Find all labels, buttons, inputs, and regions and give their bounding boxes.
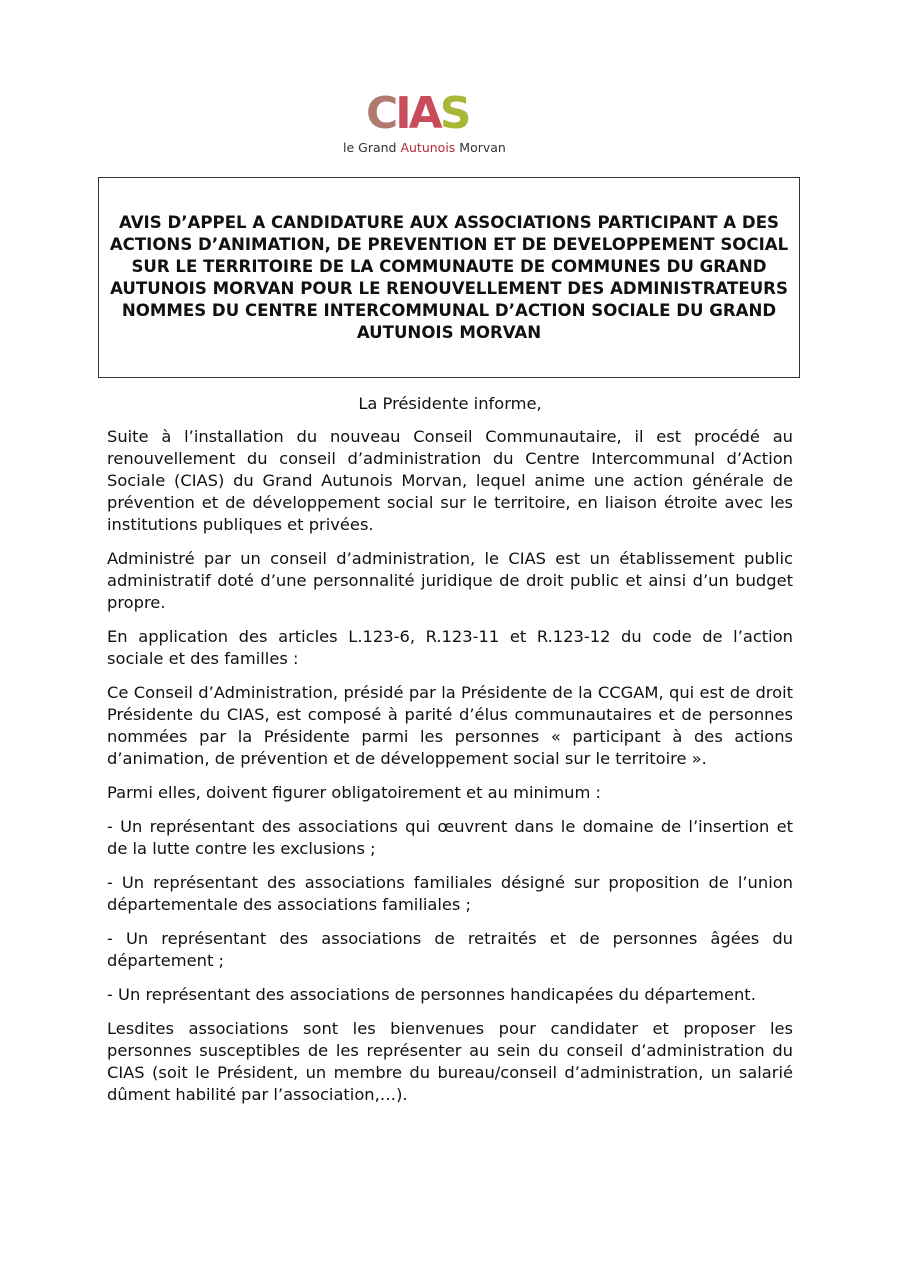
logo-subtitle-accent: Autunois [400, 140, 456, 155]
logo-letter-s: S [439, 88, 469, 139]
title-box [98, 177, 800, 378]
document-body [107, 426, 793, 1118]
paragraph-closing: Lesdites associations sont les bienvenues pour candidater et proposer les personnes susceptibles de les représenter au sein du conseil d’administration du CIAS (soit le Président, un membre du bureau/conseil d’administration, un salarié dûment habilité par l’association,…). [107, 1019, 793, 1104]
list-item-insertion: - Un représentant des associations qui œuvrent dans le domaine de l’insertion et de la lutte contre les exclusions ; [107, 817, 793, 858]
paragraph-3: En application des articles L.123-6, R.123-11 et R.123-12 du code de l’action sociale et des familles : [107, 627, 793, 668]
paragraph-5: Parmi elles, doivent figurer obligatoirement et au minimum : [107, 783, 602, 802]
document-title: AVIS D’APPEL A CANDIDATURE AUX ASSOCIATIONS PARTICIPANT A DES ACTIONS D’ANIMATION, DE PREVENTION ET DE DEVELOPPEMENT SOCIAL SUR LE TERRITOIRE DE LA COMMUNAUTE DE COMMUNES DU GRAND AUTUNOIS MORVAN POUR LE RENOUVELLEMENT DES ADMINISTRATEURS NOMMES DU CENTRE INTERCOMMUNAL D’ACTION SOCIALE DU GRAND AUTUNOIS MORVAN [109, 212, 789, 342]
logo-subtitle [343, 140, 506, 155]
logo-letter-c: C [366, 88, 396, 139]
list-item-retraites: - Un représentant des associations de retraités et de personnes âgées du département ; [107, 929, 793, 970]
intro-line: La Présidente informe, [358, 394, 542, 413]
logo-wordmark [366, 88, 469, 139]
paragraph-4: Ce Conseil d’Administration, présidé par la Présidente de la CCGAM, qui est de droit Présidente du CIAS, est composé à parité d’élus communautaires et de personnes nommées par la Présidente parmi les personnes « participant à des actions d’animation, de prévention et de développement social sur le territoire ». [107, 683, 793, 768]
cias-logo [340, 88, 506, 156]
paragraph-2: Administré par un conseil d’administration, le CIAS est un établissement public administratif doté d’une personnalité juridique de droit public et ainsi d’un budget propre. [107, 549, 793, 612]
list-item-handicapees: - Un représentant des associations de personnes handicapées du département. [107, 985, 756, 1004]
logo-letter-i: I [395, 88, 409, 139]
logo-letter-a: A [408, 88, 440, 139]
logo-subtitle-before: le Grand [343, 140, 401, 155]
logo-subtitle-after: Morvan [455, 140, 506, 155]
paragraph-1: Suite à l’installation du nouveau Conseil Communautaire, il est procédé au renouvellement du conseil d’administration du Centre Intercommunal d’Action Sociale (CIAS) du Grand Autunois Morvan, lequel anime une action générale de prévention et de développement social sur le territoire, en liaison étroite avec les institutions publiques et privées. [107, 427, 793, 534]
list-item-familiales: - Un représentant des associations familiales désigné sur proposition de l’union départementale des associations familiales ; [107, 873, 793, 914]
